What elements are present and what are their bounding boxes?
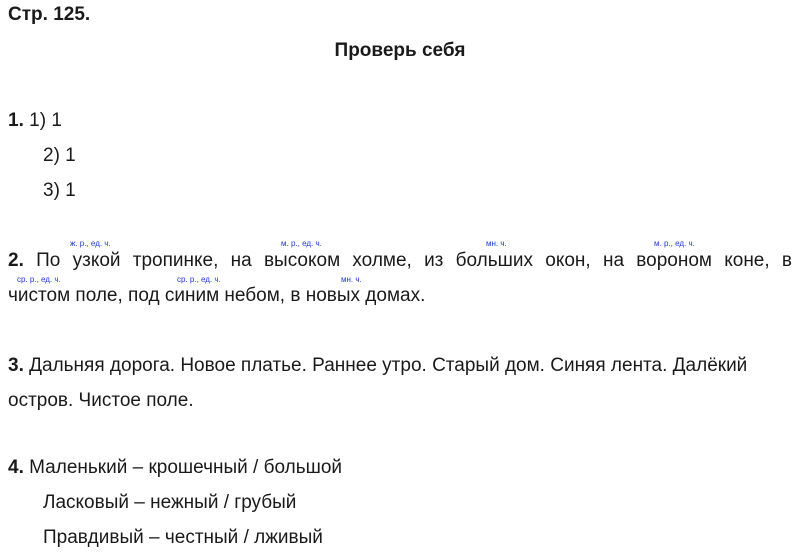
task3-line — [8, 355, 747, 377]
task4-number: 4. — [8, 457, 24, 478]
page-title: Проверь себя — [334, 40, 466, 61]
task4-row — [8, 457, 342, 479]
task1-answer: 1) 1 — [29, 110, 62, 131]
task3-text-continued: остров. Чистое поле. — [8, 390, 194, 411]
task2-text-continued: чистом поле, под синим небом, в новых домах. — [8, 285, 426, 306]
grammar-note: ср. р., ед. ч. — [177, 275, 221, 284]
task2-line — [8, 250, 792, 272]
task1-answer: 3) 1 — [43, 180, 76, 201]
grammar-note: ср. р., ед. ч. — [17, 275, 61, 284]
grammar-note: мн. ч. — [486, 239, 507, 248]
task1-number: 1. — [8, 110, 24, 131]
task2-number: 2. — [8, 250, 24, 271]
task4-row: Правдивый – честный / лживый — [43, 527, 323, 548]
grammar-note: м. р., ед. ч. — [654, 239, 695, 248]
task2-text: По узкой тропинке, на высоком холме, из больших окон, на вороном коне, в — [36, 250, 793, 271]
task4-text: Маленький – крошечный / большой — [29, 457, 343, 478]
grammar-note: мн. ч. — [341, 275, 362, 284]
grammar-note: ж. р., ед. ч. — [70, 239, 111, 248]
task1-item — [8, 110, 62, 132]
page-number: Стр. 125. — [8, 4, 91, 25]
task3-text: Дальняя дорога. Новое платье. Раннее утро. Старый дом. Синяя лента. Далёкий — [29, 355, 748, 376]
task3-number: 3. — [8, 355, 24, 376]
task4-row: Ласковый – нежный / грубый — [43, 492, 297, 513]
task1-answer: 2) 1 — [43, 145, 76, 166]
grammar-note: м. р., ед. ч. — [281, 239, 322, 248]
